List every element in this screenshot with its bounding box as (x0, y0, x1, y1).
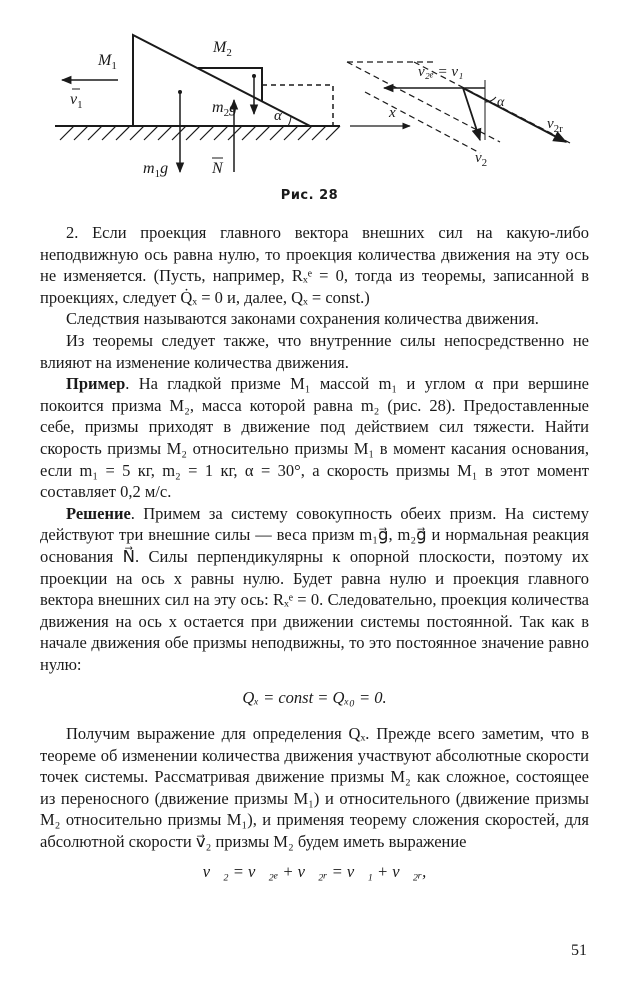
label-m2g: $m_2g$ (212, 99, 238, 119)
formula-velocity-addition: v⃗₂ = v⃗₂ₑ + v⃗₂ᵣ = v⃗₁ + v⃗₂ᵣ, (202, 861, 427, 881)
page-number: 51 (571, 942, 587, 959)
label-m1: $M_1$ (98, 52, 117, 72)
label-v1: $v_1$ (70, 91, 83, 111)
solution-text: . Примем за систему совокупность обеих призм. На систему действуют три внешние силы — веса призм m₁g⃗, m₂g⃗ и нормальная реакция основания N⃗. Силы перпендикулярны к опорной плоскости, поэтому их проекции на ось x равны нулю. Будет равна нулю и проекция главного вектора внешних сил на эту ось: Rₓᵉ = 0. Следовательно, проекция количества движения на ось x остается при движении системы постоянной. Так как в начале движения обе призмы неподвижны, то это постоянное значение равно нулю: (40, 503, 589, 674)
body-text (40, 222, 589, 882)
paragraph-derivation: Получим выражение для определения Qₓ. Прежде всего заметим, что в теореме об изменении количества движения участвуют абсолютные скорости точек системы. Рассматривая движение призмы M₂ как сложное, состоящее из переносного (движение призмы M₁) и относительного (движение призмы M₂ относительно призмы M₁), и применяя теорему сложения скоростей, для абсолютной скорости v⃗₂ призмы M₂ будем иметь выражение (40, 724, 589, 852)
label-x: x (389, 105, 396, 121)
label-v2e-eq-v1: v₂ₑ = v₁ (418, 64, 464, 80)
paragraph-example (40, 373, 589, 503)
angle-alpha-arc (288, 116, 291, 126)
label-v2r: $v_{2r}$ (547, 116, 563, 135)
example-text: . На гладкой призме M₁ массой m₁ и углом α при вершине покоится призма M₂, масса которой равна m₂ (рис. 28). Предоставленные себе, призмы приходят в движение под действием сил тяжести. Найти скорость призмы M₂ относительно призмы M₁ в момент касания основания, если m₁ = 5 кг, m₂ = 1 кг, α = 30°, а скорость призмы M₁ в этот момент составляет 0,2 м/с. (40, 374, 589, 502)
formula-momentum-constant: Qₓ = const = Qₓ₀ = 0. (242, 688, 387, 708)
solution-heading: Решение (66, 503, 131, 523)
ground-surface (55, 126, 340, 140)
figure-28 (0, 0, 619, 210)
label-alpha: α (274, 108, 282, 124)
paragraph-solution (40, 503, 589, 676)
figure-caption: Рис. 28 (280, 188, 339, 203)
label-m1g: $m_1g$ (143, 160, 169, 180)
paragraph-conservation-law: 2. Если проекция главного вектора внешних сил на какую-либо неподвижную ось равна нулю, то проекция количества движения на эту ось не изменяется. (Пусть, например, Rₓᵉ = 0, тогда из теоремы, записанной в проекциях, следует Q̇ₓ = 0 и, далее, Qₓ = const.) (40, 223, 589, 307)
label-v2: $v_2$ (475, 150, 488, 169)
label-alpha-2: α (497, 95, 505, 110)
label-n: N (212, 160, 223, 177)
paragraph-corollary: Следствия называются законами сохранения количества движения. (66, 309, 539, 329)
paragraph-internal-forces: Из теоремы следует также, что внутренние силы непосредственно не влияют на изменение количества движения. (40, 330, 589, 372)
label-m2: $M_2$ (213, 39, 232, 59)
example-heading: Пример (66, 374, 126, 394)
